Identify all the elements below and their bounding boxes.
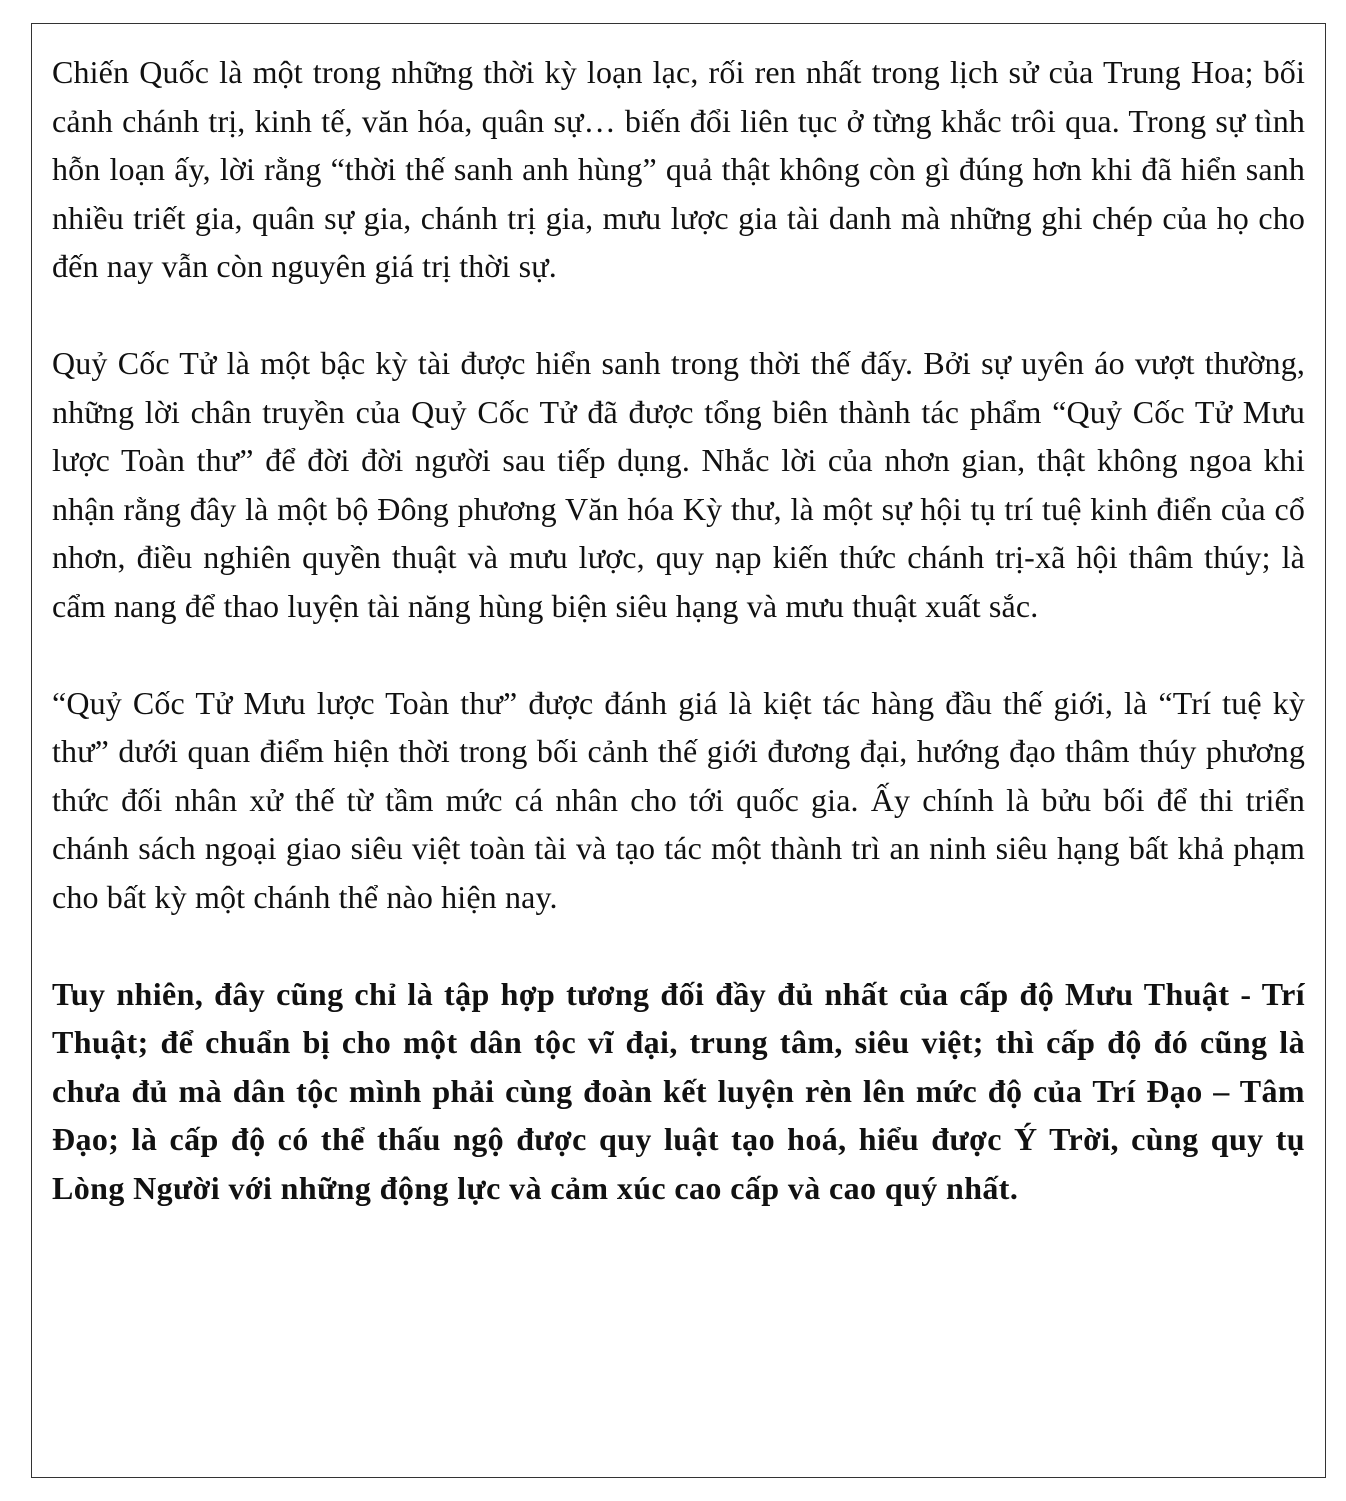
paragraph-conclusion: Tuy nhiên, đây cũng chỉ là tập hợp tương đối đầy đủ nhất của cấp độ Mưu Thuật - Trí Thuật; để chuẩn bị cho một dân tộc vĩ đại, trung tâm, siêu việt; thì cấp độ đó cũng là chưa đủ mà dân tộc mình phải cùng đoàn kết luyện rèn lên mức độ của Trí Đạo – Tâm Đạo; là cấp độ có thể thấu ngộ được quy luật tạo hoá, hiểu được Ý Trời, cùng quy tụ Lòng Người với những động lực và cảm xúc cao cấp và cao quý nhất. (52, 975, 1305, 1206)
paragraph-quy-coc-tu: Quỷ Cốc Tử là một bậc kỳ tài được hiển sanh trong thời thế đấy. Bởi sự uyên áo vượt thường, những lời chân truyền của Quỷ Cốc Tử đã được tổng biên thành tác phẩm “Quỷ Cốc Tử Mưu lược Toàn thư” để đời đời người sau tiếp dụng. Nhắc lời của nhơn gian, thật không ngoa khi nhận rằng đây là một bộ Đông phương Văn hóa Kỳ thư, là một sự hội tụ trí tuệ kinh điển của cổ nhơn, điều nghiên quyền thuật và mưu lược, quy nạp kiến thức chánh trị-xã hội thâm thúy; là cẩm nang để thao luyện tài năng hùng biện siêu hạng và mưu thuật xuất sắc. (52, 345, 1305, 624)
document-frame (31, 23, 1326, 1478)
paragraph-toan-thu: “Quỷ Cốc Tử Mưu lược Toàn thư” được đánh giá là kiệt tác hàng đầu thế giới, là “Trí tuệ kỳ thư” dưới quan điểm hiện thời trong bối cảnh thế giới đương đại, hướng đạo thâm thúy phương thức đối nhân xử thế từ tầm mức cá nhân cho tới quốc gia. Ấy chính là bửu bối để thi triển chánh sách ngoại giao siêu việt toàn tài và tạo tác một thành trì an ninh siêu hạng bất khả phạm cho bất kỳ một chánh thể nào hiện nay. (52, 684, 1305, 915)
paragraph-intro: Chiến Quốc là một trong những thời kỳ loạn lạc, rối ren nhất trong lịch sử của Trung Hoa; bối cảnh chánh trị, kinh tế, văn hóa, quân sự… biến đổi liên tục ở từng khắc trôi qua. Trong sự tình hỗn loạn ấy, lời rằng “thời thế sanh anh hùng” quả thật không còn gì đúng hơn khi đã hiển sanh nhiều triết gia, quân sự gia, chánh trị gia, mưu lược gia tài danh mà những ghi chép của họ cho đến nay vẫn còn nguyên giá trị thời sự. (52, 54, 1305, 284)
